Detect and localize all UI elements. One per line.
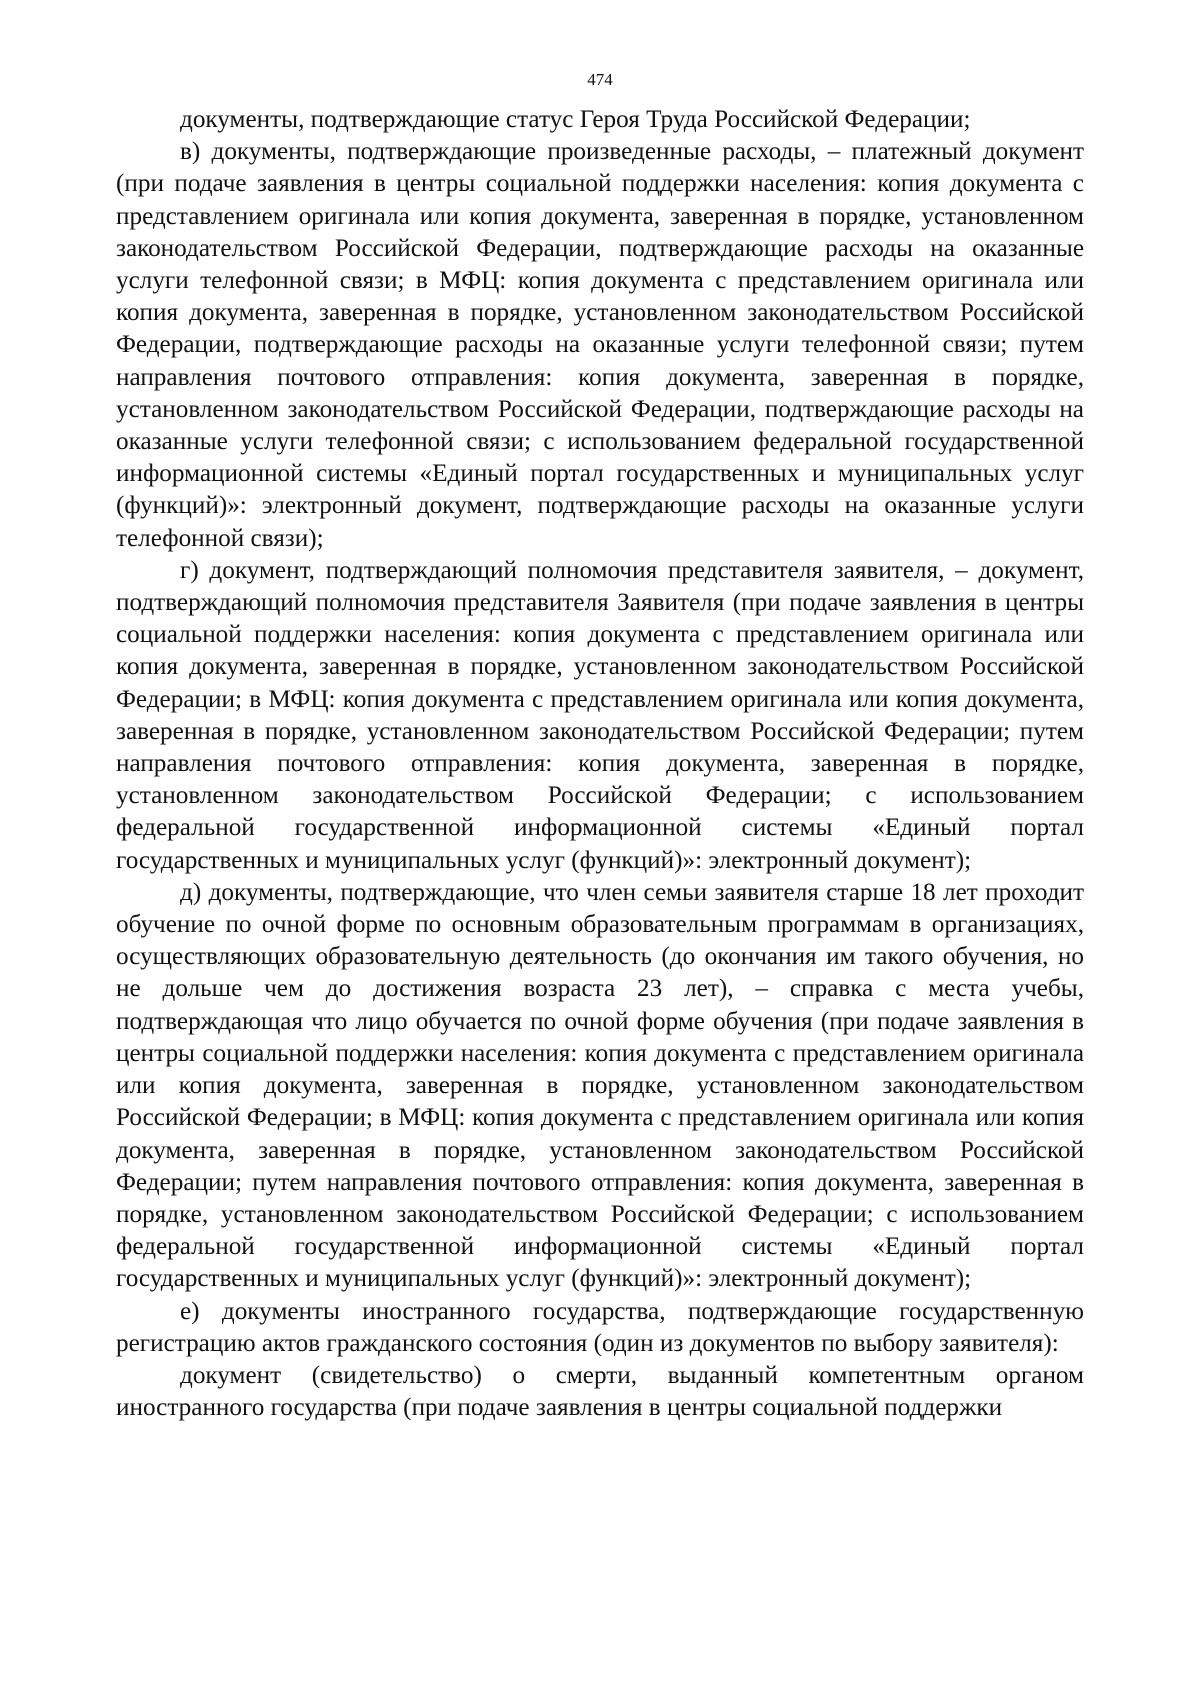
document-body <box>116 104 1084 1424</box>
page-number: 474 <box>587 70 613 89</box>
paragraph-item-v-expense-documents: в) документы, подтверждающие произведенные расходы, – платежный документ (при подаче заявления в центры социальной поддержки населения: копия документа с представлением оригинала или копия документа, заверенная в порядке, установленном законодательством Российской Федерации, подтверждающие расходы на оказанные услуги телефонной связи; в МФЦ: копия документа с представлением оригинала или копия документа, заверенная в порядке, установленном законодательством Российской Федерации, подтверждающие расходы на оказанные услуги телефонной связи; путем направления почтового отправления: копия документа, заверенная в порядке, установленном законодательством Российской Федерации, подтверждающие расходы на оказанные услуги телефонной связи; с использованием федеральной государственной информационной системы «Единый портал государственных и муниципальных услуг (функций)»: электронный документ, подтверждающие расходы на оказанные услуги телефонной связи); <box>116 138 1084 552</box>
paragraph-death-certificate: документ (свидетельство) о смерти, выданный компетентным органом иностранного государства (при подаче заявления в центры социальной поддержки <box>116 1361 1084 1422</box>
paragraph-hero-of-labor-status: документы, подтверждающие статус Героя Труда Российской Федерации; <box>180 106 971 133</box>
paragraph-item-g-representative-authority: г) документ, подтверждающий полномочия представителя заявителя, – документ, подтверждающий полномочия представителя Заявителя (при подаче заявления в центры социальной поддержки населения: копия документа с представлением оригинала или копия документа, заверенная в порядке, установленном законодательством Российской Федерации; в МФЦ: копия документа с представлением оригинала или копия документа, заверенная в порядке, установленном законодательством Российской Федерации; путем направления почтового отправления: копия документа, заверенная в порядке, установленном законодательством Российской Федерации; с использованием федеральной государственной информационной системы «Единый портал государственных и муниципальных услуг (функций)»: электронный документ); <box>116 556 1084 874</box>
paragraph-item-e-foreign-civil-registration: е) документы иностранного государства, подтверждающие государственную регистрацию актов гражданского состояния (один из документов по выбору заявителя): <box>116 1297 1084 1357</box>
paragraph-item-d-student-family-member: д) документы, подтверждающие, что член семьи заявителя старше 18 лет проходит обучение по очной форме по основным образовательным программам в организациях, осуществляющих образовательную деятельность (до окончания им такого обучения, но не дольше чем до достижения возраста 23 лет), – справка с места учебы, подтверждающая что лицо обучается по очной форме обучения (при подаче заявления в центры социальной поддержки населения: копия документа с представлением оригинала или копия документа, заверенная в порядке, установленном законодательством Российской Федерации; в МФЦ: копия документа с представлением оригинала или копия документа, заверенная в порядке, установленном законодательством Российской Федерации; путем направления почтового отправления: копия документа, заверенная в порядке, установленном законодательством Российской Федерации; с использованием федеральной государственной информационной системы «Единый портал государственных и муниципальных услуг (функций)»: электронный документ); <box>116 878 1084 1293</box>
